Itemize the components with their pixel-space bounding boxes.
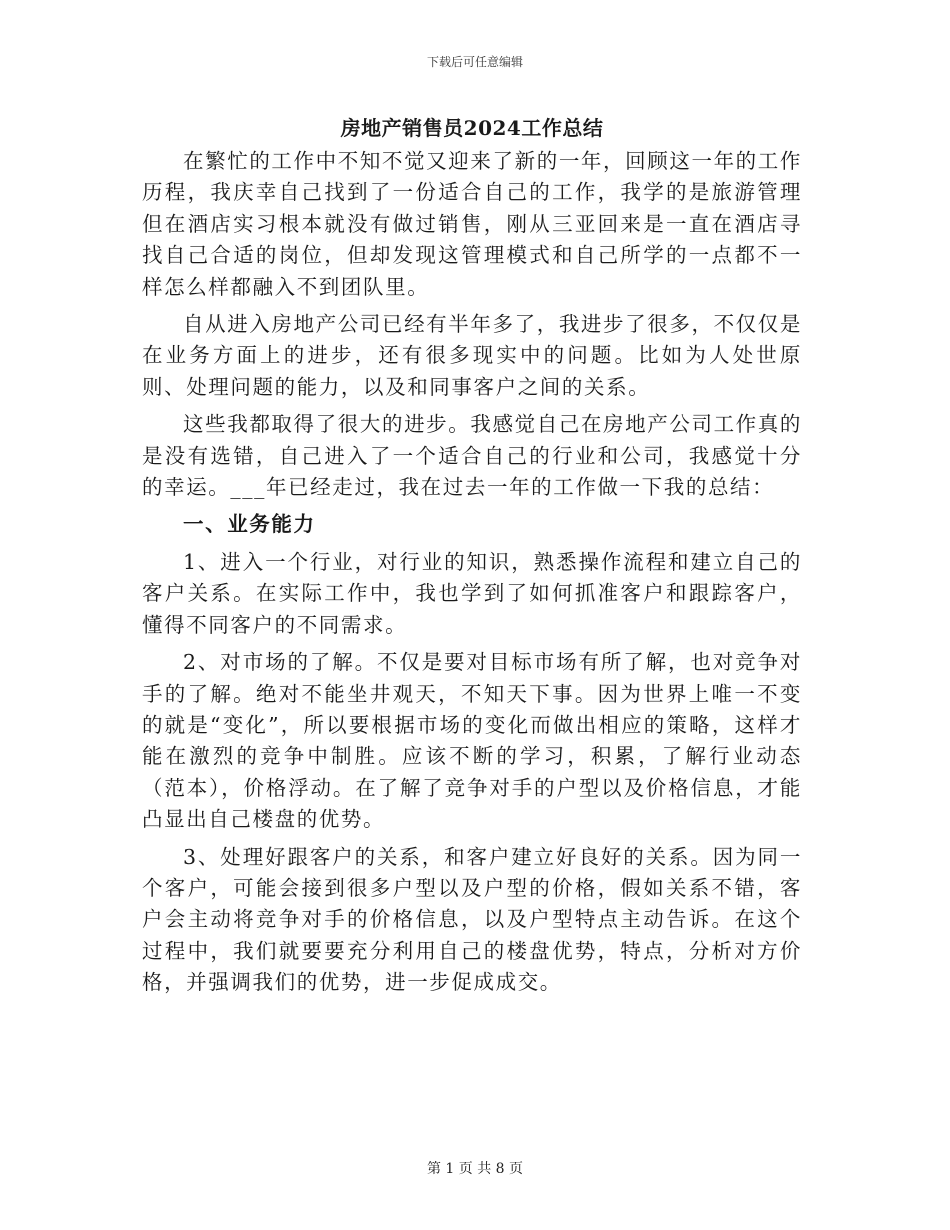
paragraph-progress: 自从进入房地产公司已经有半年多了，我进步了很多，不仅仅是在业务方面上的进步，还有很多现实中的问题。比如为人处世原则、处理问题的能力，以及和同事客户之间的关系。 bbox=[142, 312, 802, 399]
paragraph-intro: 在繁忙的工作中不知不觉又迎来了新的一年，回顾这一年的工作历程，我庆幸自己找到了一份适合自己的工作，我学的是旅游管理但在酒店实习根本就没有做过销售，刚从三亚回来是一直在酒店寻找自己合适的岗位，但却发现这管理模式和自己所学的一点都不一样怎么样都融入不到团队里。 bbox=[142, 149, 802, 299]
section-heading-business-ability: 一、业务能力 bbox=[183, 512, 316, 537]
document-title: 房地产销售员2024工作总结 bbox=[340, 116, 604, 140]
paragraph-summary-lead: 这些我都取得了很大的进步。我感觉自己在房地产公司工作真的是没有选错，自己进入了一个适合自己的行业和公司，我感觉十分的幸运。___年已经走过，我在过去一年的工作做一下我的总结： bbox=[142, 412, 802, 500]
paragraph-point-2: 2、对市场的了解。不仅是要对目标市场有所了解，也对竞争对手的了解。绝对不能坐井观天，不知天下事。因为世界上唯一不变的就是“变化”，所以要根据市场的变化而做出相应的策略，这样才能在激烈的竞争中制胜。应该不断的学习，积累，了解行业动态（范本），价格浮动。在了解了竞争对手的户型以及价格信息，才能凸显出自己楼盘的优势。 bbox=[142, 650, 802, 832]
header-note: 下载后可任意编辑 bbox=[426, 55, 523, 69]
paragraph-point-1: 1、进入一个行业，对行业的知识，熟悉操作流程和建立自己的客户关系。在实际工作中，我也学到了如何抓准客户和跟踪客户，懂得不同客户的不同需求。 bbox=[142, 549, 802, 637]
page-footer: 第 1 页 共 8 页 bbox=[426, 1161, 524, 1177]
paragraph-point-3: 3、处理好跟客户的关系，和客户建立好良好的关系。因为同一个客户，可能会接到很多户型以及户型的价格，假如关系不错，客户会主动将竞争对手的价格信息，以及户型特点主动告诉。在这个过程中，我们就要要充分利用自己的楼盘优势，特点，分析对方价格，并强调我们的优势，进一步促成成交。 bbox=[142, 844, 802, 995]
document-body bbox=[142, 112, 802, 1005]
